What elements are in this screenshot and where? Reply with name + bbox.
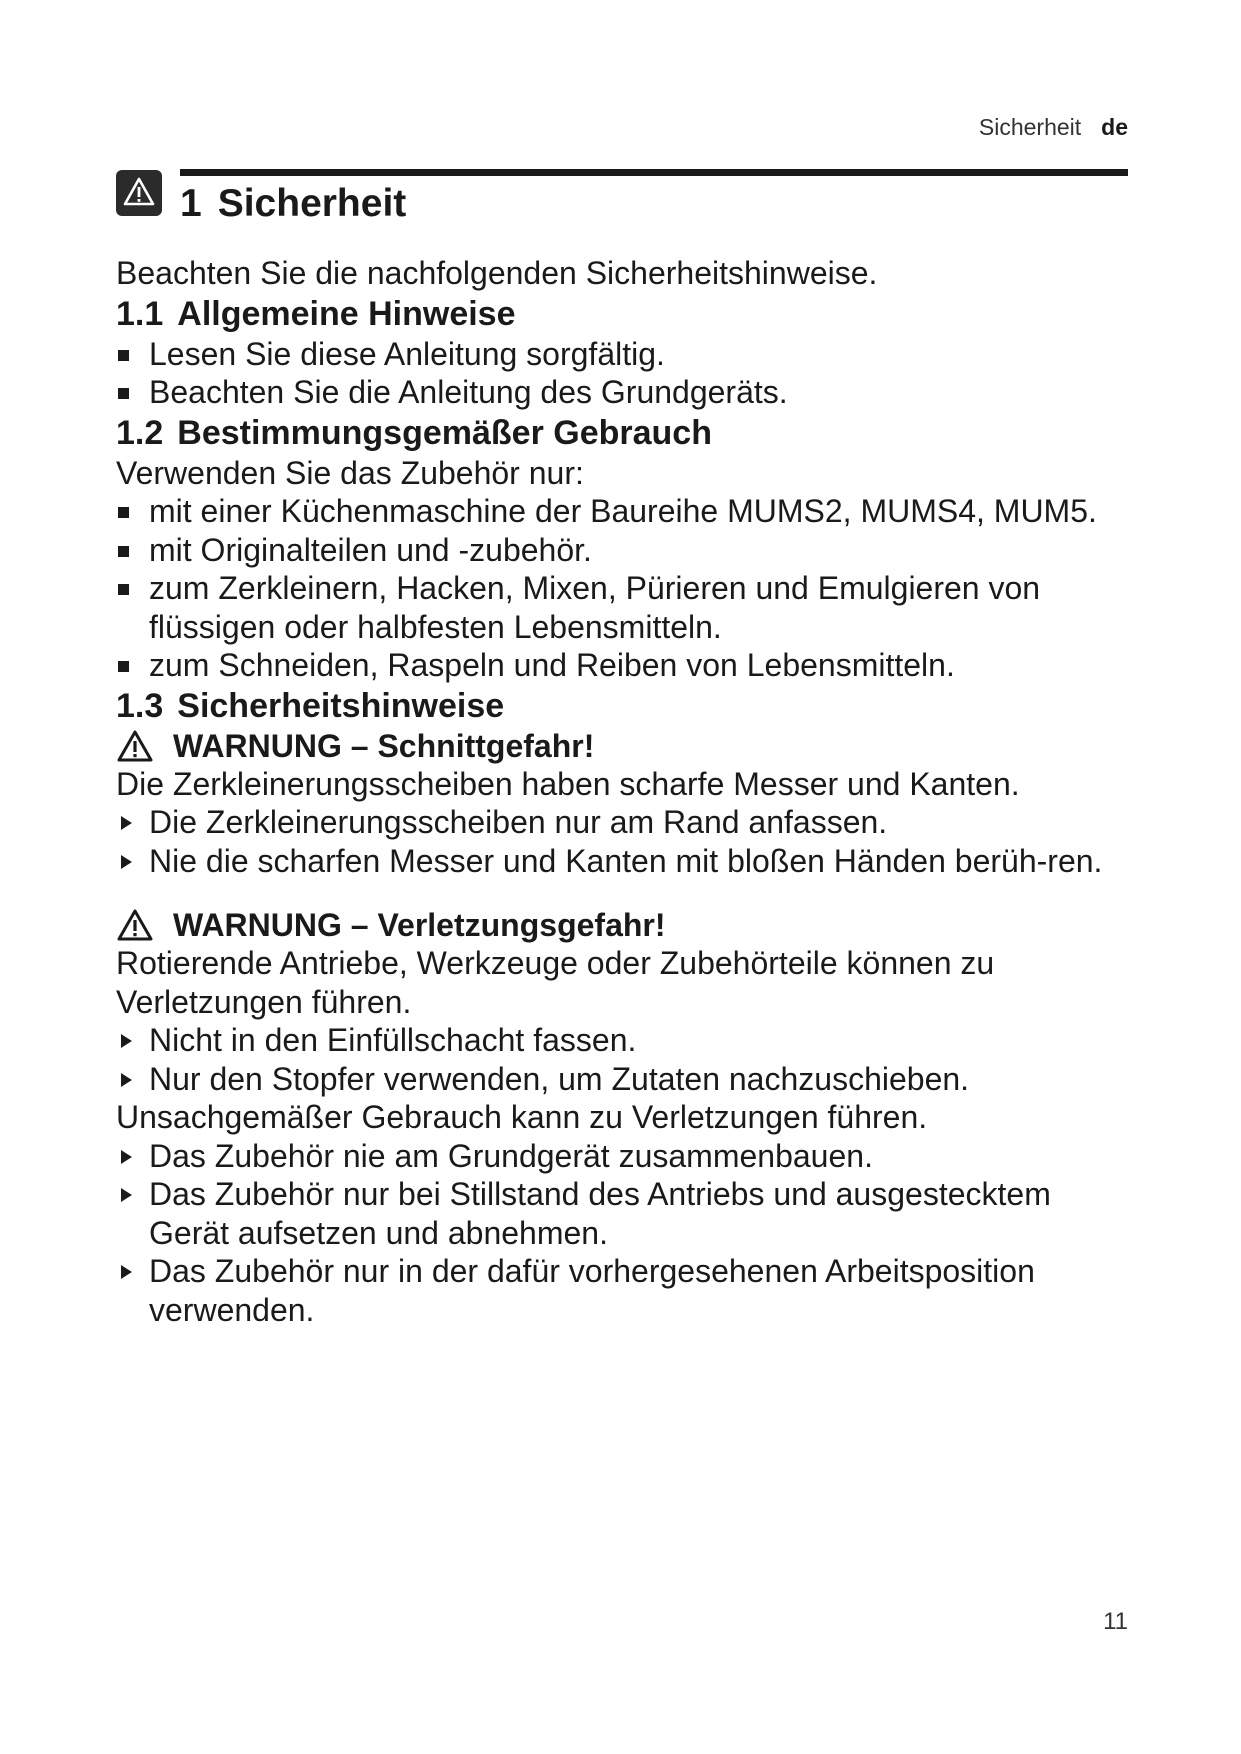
list-item: Nur den Stopfer verwenden, um Zutaten nachzuschieben.: [116, 1060, 1136, 1099]
warning-injury-steps-2: [116, 1137, 1136, 1330]
general-notes-list: [116, 335, 1136, 412]
running-header: [979, 114, 1128, 141]
chapter-number: 1: [180, 182, 202, 225]
warning-triangle-icon: [116, 729, 154, 763]
warning-triangle-icon: [116, 170, 162, 216]
warning-injury-title: [116, 906, 1136, 944]
list-item: Die Zerkleinerungsscheiben nur am Rand anfassen.: [116, 803, 1136, 842]
section-title: Bestimmungsgemäßer Gebrauch: [177, 413, 712, 452]
intended-use-lead: Verwenden Sie das Zubehör nur:: [116, 454, 584, 491]
list-item: Das Zubehör nur bei Stillstand des Antriebs und ausgestecktem Gerät aufsetzen und abnehmen.: [116, 1175, 1136, 1252]
intro-text: Beachten Sie die nachfolgenden Sicherheitshinweise.: [116, 255, 878, 291]
list-item: mit Originalteilen und -zubehör.: [116, 531, 1136, 570]
list-item: Lesen Sie diese Anleitung sorgfältig.: [116, 335, 1136, 374]
intended-use-list: [116, 492, 1136, 685]
section-title: Allgemeine Hinweise: [177, 294, 516, 333]
list-item: Nie die scharfen Messer und Kanten mit bloßen Händen berüh-ren.: [116, 842, 1136, 881]
list-item: Beachten Sie die Anleitung des Grundgeräts.: [116, 373, 1136, 412]
section-heading-intended-use: [116, 412, 1136, 454]
warning-triangle-icon: [116, 908, 154, 942]
list-item: Das Zubehör nur in der dafür vorhergesehenen Arbeitsposition verwenden.: [116, 1252, 1136, 1329]
warning-cut-text: Die Zerkleinerungsscheiben haben scharfe Messer und Kanten.: [116, 765, 1020, 802]
list-item: zum Zerkleinern, Hacken, Mixen, Pürieren und Emulgieren von flüssigen oder halbfesten Lebensmitteln.: [116, 569, 1136, 646]
warning-injury-text-1: Rotierende Antriebe, Werkzeuge oder Zubehörteile können zu Verletzungen führen.: [116, 945, 995, 1020]
section-number: 1.2: [116, 413, 164, 452]
warning-title-text: WARNUNG – Verletzungsgefahr!: [173, 907, 666, 943]
section-title: Sicherheitshinweise: [177, 686, 505, 725]
warning-injury-steps-1: [116, 1021, 1136, 1098]
main-content: [116, 254, 1136, 1329]
section-heading-general: [116, 293, 1136, 335]
section-heading-safety: [116, 685, 1136, 727]
chapter-title: [180, 182, 406, 226]
list-item: Nicht in den Einfüllschacht fassen.: [116, 1021, 1136, 1060]
section-number: 1.1: [116, 294, 164, 333]
warning-injury-text-2: Unsachgemäßer Gebrauch kann zu Verletzungen führen.: [116, 1099, 928, 1135]
running-header-section: Sicherheit: [978, 114, 1082, 140]
language-code: de: [1101, 114, 1128, 140]
list-item: mit einer Küchenmaschine der Baureihe MUMS2, MUMS4, MUM5.: [116, 492, 1136, 531]
list-item: Das Zubehör nie am Grundgerät zusammenbauen.: [116, 1137, 1136, 1176]
page-number: 11: [1103, 1608, 1128, 1635]
warning-cut-title: [116, 727, 1136, 765]
warning-cut-steps: [116, 803, 1136, 880]
list-item: zum Schneiden, Raspeln und Reiben von Lebensmitteln.: [116, 646, 1136, 685]
section-number: 1.3: [116, 686, 164, 725]
chapter-title-text: Sicherheit: [217, 182, 407, 225]
chapter-rule: [180, 169, 1128, 176]
warning-title-text: WARNUNG – Schnittgefahr!: [173, 727, 595, 764]
